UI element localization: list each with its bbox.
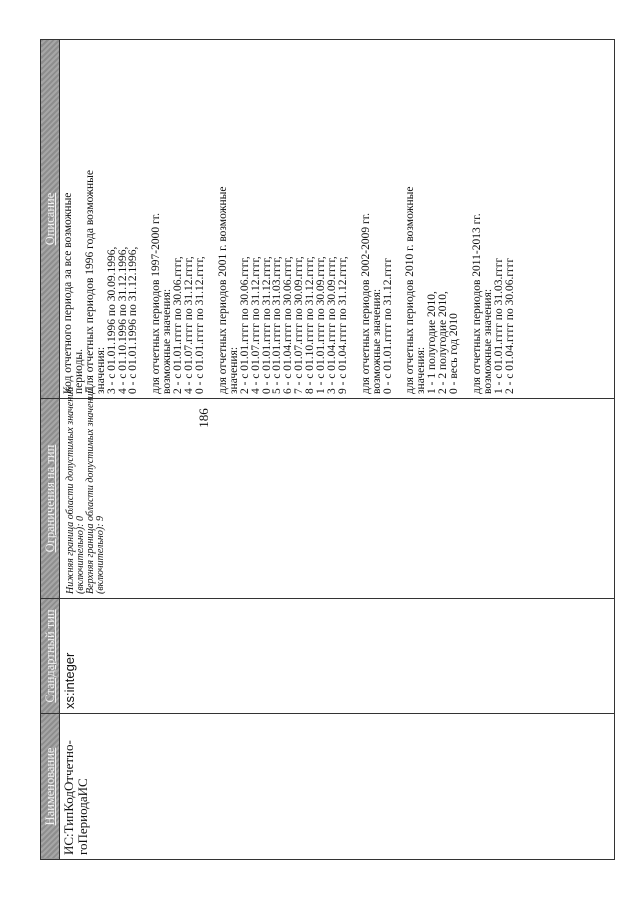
description-line: 1 - с 01.01.гггг по 30.09.гггг, (315, 256, 328, 394)
description-line: 2 - с 01.01.гггг по 30.06.гггг, (172, 256, 185, 394)
description-line: для отчетных периодов 2011-2013 гг. (471, 213, 483, 394)
type-name-line: гоПериодаИС (75, 778, 90, 855)
description-line: 4 - с 01.07.гггг по 31.12.гггг, (183, 256, 196, 394)
description-line: 0 - с 01.01.1996 по 31.12.1996, (127, 246, 140, 394)
type-definition-table (40, 39, 615, 860)
description-block (361, 44, 394, 394)
description-line: значения: (94, 346, 107, 394)
description-block (218, 44, 349, 394)
description-line: 9 - с 01.04.гггг по 31.12.гггг, (336, 256, 349, 394)
page-number: 186 (196, 408, 211, 428)
header-description: Описание (41, 40, 60, 399)
restriction-line: Нижняя граница области допустимых значений (65, 386, 76, 594)
description-line: 3 - с 01.04.гггг по 30.09.гггг, (325, 256, 338, 394)
table-header-row (41, 40, 60, 860)
restriction-line: (включительно): 0 (75, 515, 86, 594)
description-block (63, 44, 139, 394)
description-line: 1 - 1 полугодие 2010, (426, 291, 439, 394)
description-line: 2 - 2 полугодие 2010, (437, 291, 450, 394)
description-line: 2 - с 01.01.гггг по 30.06.гггг, (238, 256, 251, 394)
description-line: для отчетных периодов 1997-2000 гг. (150, 212, 163, 394)
restriction-line: Верхняя граница области допустимых значений (85, 388, 96, 594)
description-line: значения: (227, 346, 240, 394)
description-line: 4 - с 01.07.гггг по 31.12.гггг, (249, 256, 262, 394)
cell-type-name (60, 714, 615, 860)
description-gap (349, 44, 361, 394)
description-line: 0 - с 01.01.гггг по 31.12.гггг, (193, 256, 206, 394)
description-block (151, 44, 206, 394)
rotated-page-content (40, 40, 615, 860)
description-line: Код отчетного периода за все возможные (62, 192, 74, 394)
description-line: 1 - с 01.01.гггг по 31.03.гггг (492, 257, 505, 394)
description-block (405, 44, 460, 394)
description-line: 6 - с 01.04.гггг по 30.06.гггг, (282, 256, 295, 394)
header-name: Наименование (41, 714, 60, 860)
description-line: Для отчетных периодов 1996 года возможные (83, 170, 96, 394)
restriction-line: (включительно): 9 (95, 515, 106, 594)
description-line: 3 - с 01.01.1996 по 30.09.1996, (105, 246, 118, 394)
header-standard-type: Стандартный тип (41, 599, 60, 714)
description-block (472, 44, 516, 394)
description-line: значения: (415, 346, 428, 394)
description-line: 7 - с 01.07.гггг по 30.09.гггг, (293, 256, 306, 394)
description-line: возможные значения: (370, 288, 383, 394)
description-line: 0 - весь год 2010 (448, 313, 461, 394)
description-line: 0 - с 01.01.гггг по 31.12.гггг (381, 257, 394, 394)
type-name-line: ИС:ТипКодОтчетно- (61, 740, 76, 855)
description-line: для отчетных периодов 2001 г. возможные (216, 186, 229, 394)
description-line: 8 - с 01.10.гггг по 31.12.гггг, (304, 256, 317, 394)
description-line: 0 - с 01.01.гггг по 31.12.гггг, (260, 256, 273, 394)
description-line: 5 - с 01.01.гггг по 31.03.гггг, (271, 256, 284, 394)
description-line: возможные значения: (161, 288, 174, 394)
description-line: возможные значения: (481, 288, 494, 394)
cell-description (60, 40, 615, 399)
description-line: для отчетных периодов 2002-2009 гг. (359, 212, 372, 394)
cell-restrictions (60, 386, 615, 599)
description-line: 4 - с 01.10.1996 по 31.12.1996, (116, 246, 129, 394)
description-line: для отчетных периодов 2010 г. возможные (404, 186, 417, 394)
description-line: периоды. (72, 348, 85, 394)
table-row (60, 40, 615, 860)
cell-standard-type: xs:integer (60, 599, 615, 714)
header-restrictions: Ограничения на тип (41, 399, 60, 599)
description-line: 2 - с 01.04.гггг по 30.06.гггг (503, 257, 516, 394)
